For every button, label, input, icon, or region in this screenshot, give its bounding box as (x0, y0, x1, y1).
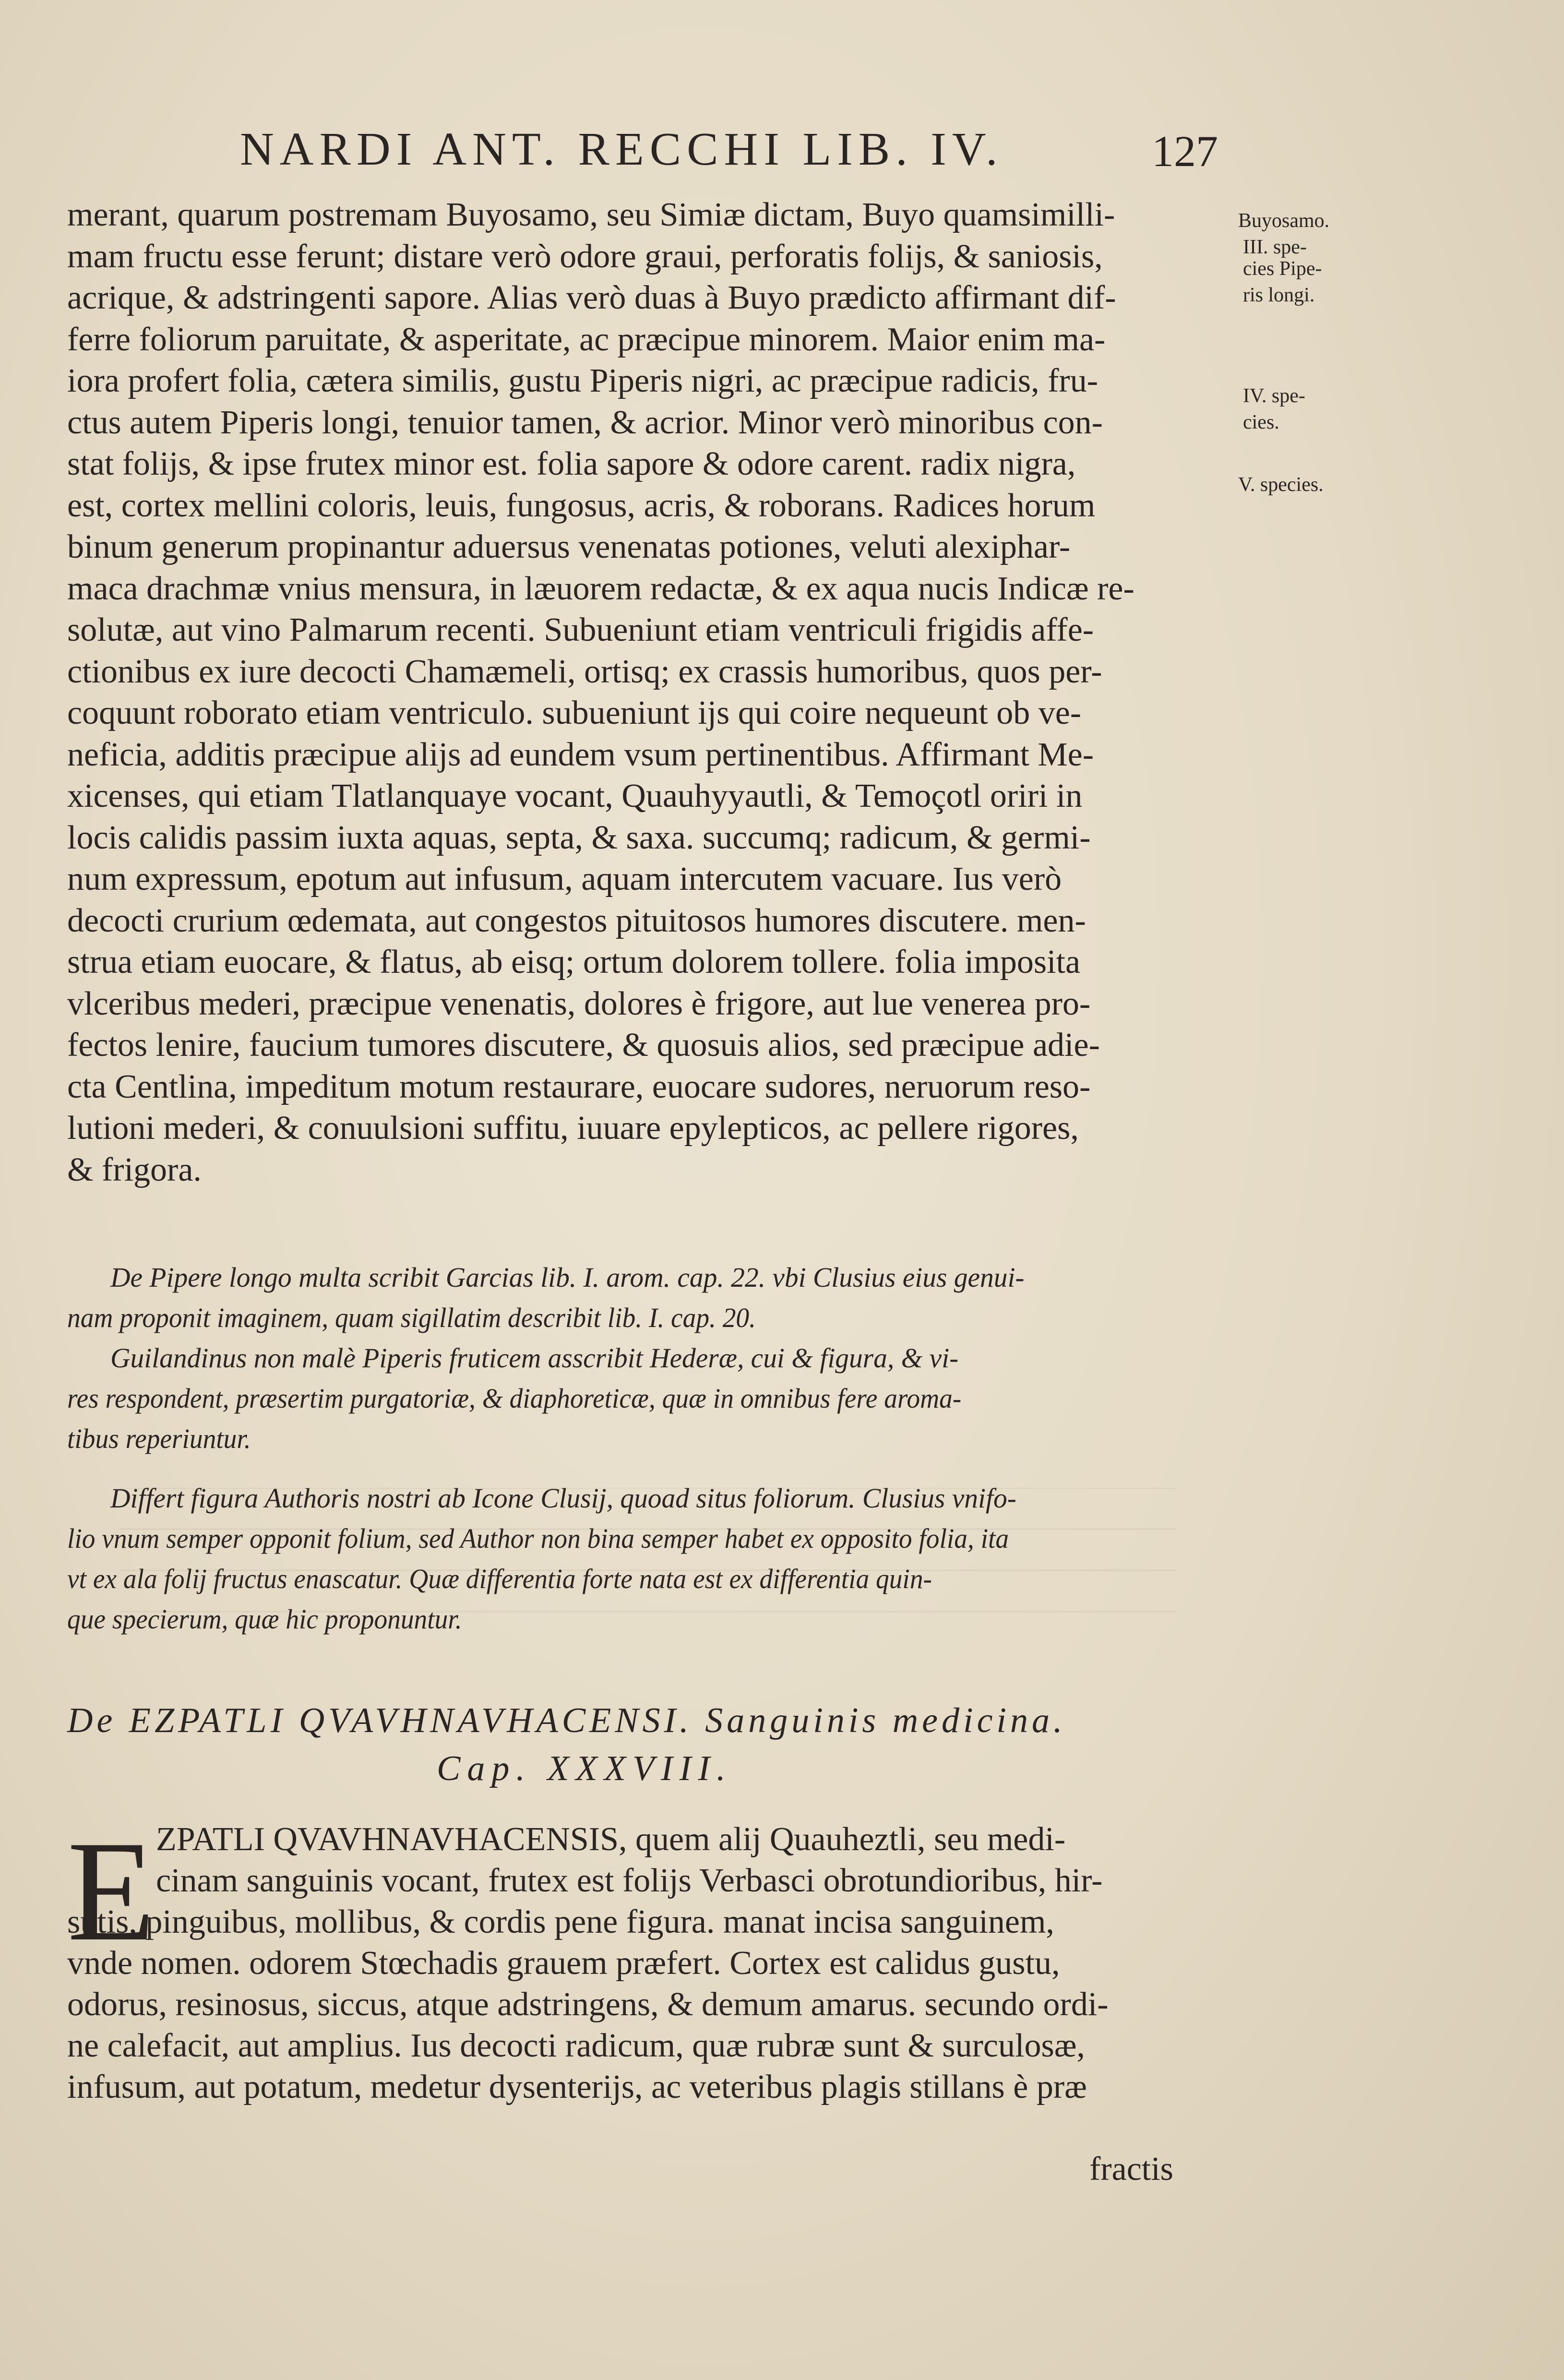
text-line: neficia, additis præcipue alijs ad eundem vsum pertinentibus. Affirmant Me- (67, 736, 1094, 773)
annotation-line: que specierum, quæ hic proponuntur. (67, 1603, 462, 1635)
text-line: iora profert folia, cætera similis, gustu Piperis nigri, ac præcipue radicis, fru- (67, 362, 1098, 399)
margin-note: Buyosamo. (1238, 210, 1330, 232)
text-line: binum generum propinantur aduersus venenatas potiones, veluti alexiphar- (67, 528, 1071, 565)
chapter-title: De EZPATLI QVAVHNAVHACENSI. Sanguinis medicina. (67, 1701, 1066, 1740)
text-line: est, cortex mellini coloris, leuis, fungosus, acris, & roborans. Radices horum (67, 487, 1096, 524)
chapter-text-line: sutis, pinguibus, mollibus, & cordis pene figura. manat incisa sanguinem, (67, 1903, 1054, 1940)
chapter-text-line: odorus, resinosus, siccus, atque adstringens, & demum amarus. secundo ordi- (67, 1986, 1109, 2023)
annotation-line: nam proponit imaginem, quam sigillatim describit lib. I. cap. 20. (67, 1302, 756, 1333)
margin-note: ris longi. (1243, 284, 1315, 306)
text-line: acrique, & adstringenti sapore. Alias verò duas à Buyo prædicto affirmant dif- (67, 279, 1116, 316)
text-line: mam fructu esse ferunt; distare verò odore graui, perforatis folijs, & saniosis, (67, 238, 1103, 275)
chapter-text-line: ne calefacit, aut amplius. Ius decocti radicum, quæ rubræ sunt & surculosæ, (67, 2027, 1085, 2064)
page-number: 127 (1152, 127, 1218, 176)
margin-note: IV. spe- (1243, 385, 1305, 407)
text-line: & frigora. (67, 1151, 202, 1188)
text-line: solutæ, aut vino Palmarum recenti. Subueniunt etiam ventriculi frigidis affe- (67, 611, 1094, 648)
chapter-text (67, 1811, 1233, 2108)
annotation-line: De Pipere longo multa scribit Garcias lib. I. arom. cap. 22. vbi Clusius eius genui- (110, 1262, 1025, 1293)
main-text-block (67, 194, 1229, 1191)
annotations-block (67, 1257, 1238, 1639)
text-line: ctionibus ex iure decocti Chamæmeli, ortisq; ex crassis humoribus, quos per- (67, 653, 1102, 690)
catchword: fractis (1089, 2151, 1173, 2188)
chapter-text-line: infusum, aut potatum, medetur dysenterijs, ac veteribus plagis stillans è præ (67, 2069, 1087, 2105)
annotation-line: lio vnum semper opponit folium, sed Author non bina semper habet ex opposito folia, ita (67, 1523, 1009, 1554)
running-header: NARDI ANT. RECCHI LIB. IV. (240, 123, 1003, 175)
text-line: stat folijs, & ipse frutex minor est. folia sapore & odore carent. radix nigra, (67, 445, 1076, 482)
chapter-text-line: ZPATLI QVAVHNAVHACENSIS, quem alij Quauheztli, seu medi- (156, 1821, 1066, 1858)
chapter-number: Cap. XXXVIII. (437, 1749, 732, 1788)
text-line: maca drachmæ vnius mensura, in læuorem redactæ, & ex aqua nucis Indicæ re- (67, 570, 1134, 607)
text-line: decocti crurium œdemata, aut congestos pituitosos humores discutere. men- (67, 902, 1086, 939)
annotation-line: vt ex ala folij fructus enascatur. Quæ differentia forte nata est ex differentia quin- (67, 1563, 932, 1594)
text-line: ctus autem Piperis longi, tenuior tamen, & acrior. Minor verò minoribus con- (67, 404, 1103, 441)
text-line: strua etiam euocare, & flatus, ab eisq; ortum dolorem tollere. folia imposita (67, 944, 1081, 981)
annotation-line: tibus reperiuntur. (67, 1423, 251, 1454)
annotation-line: res respondent, præsertim purgatoriæ, & diaphoreticæ, quæ in omnibus fere aroma- (67, 1383, 962, 1414)
drop-cap: E (67, 1811, 155, 1971)
chapter-text-line: cinam sanguinis vocant, frutex est folijs Verbasci obrotundioribus, hir- (156, 1862, 1103, 1899)
margin-note: III. spe- (1243, 236, 1307, 258)
chapter-text-line: vnde nomen. odorem Stœchadis grauem præfert. Cortex est calidus gustu, (67, 1945, 1060, 1982)
annotation-line: Differt figura Authoris nostri ab Icone Clusij, quoad situs foliorum. Clusius vnifo- (110, 1483, 1016, 1514)
chapter-heading (67, 1697, 1267, 1793)
text-line: lutioni mederi, & conuulsioni suffitu, iuuare epylepticos, ac pellere rigores, (67, 1110, 1079, 1147)
annotation-line: Guilandinus non malè Piperis fruticem asscribit Hederæ, cui & figura, & vi- (110, 1342, 959, 1374)
text-line: vlceribus mederi, præcipue venenatis, dolores è frigore, aut lue venerea pro- (67, 985, 1091, 1022)
text-line: coquunt roborato etiam ventriculo. subueniunt ijs qui coire nequeunt ob ve- (67, 694, 1082, 731)
text-line: cta Centlina, impeditum motum restaurare, euocare sudores, neruorum reso- (67, 1068, 1091, 1105)
text-line: locis calidis passim iuxta aquas, septa, & saxa. succumq; radicum, & germi- (67, 819, 1091, 856)
text-line: fectos lenire, faucium tumores discutere, & quosuis alios, sed præcipue adie- (67, 1027, 1100, 1064)
margin-note: cies. (1243, 411, 1279, 433)
text-line: xicenses, qui etiam Tlatlanquaye vocant, Quauhyyautli, & Temoçotl oriri in (67, 777, 1083, 814)
text-line: merant, quarum postremam Buyosamo, seu Simiæ dictam, Buyo quamsimilli- (67, 196, 1115, 233)
text-line: ferre foliorum paruitate, & asperitate, ac præcipue minorem. Maior enim ma- (67, 321, 1106, 358)
margin-note: cies Pipe- (1243, 258, 1322, 280)
text-line: num expressum, epotum aut infusum, aquam intercutem vacuare. Ius verò (67, 861, 1062, 897)
margin-note: V. species. (1238, 474, 1324, 496)
